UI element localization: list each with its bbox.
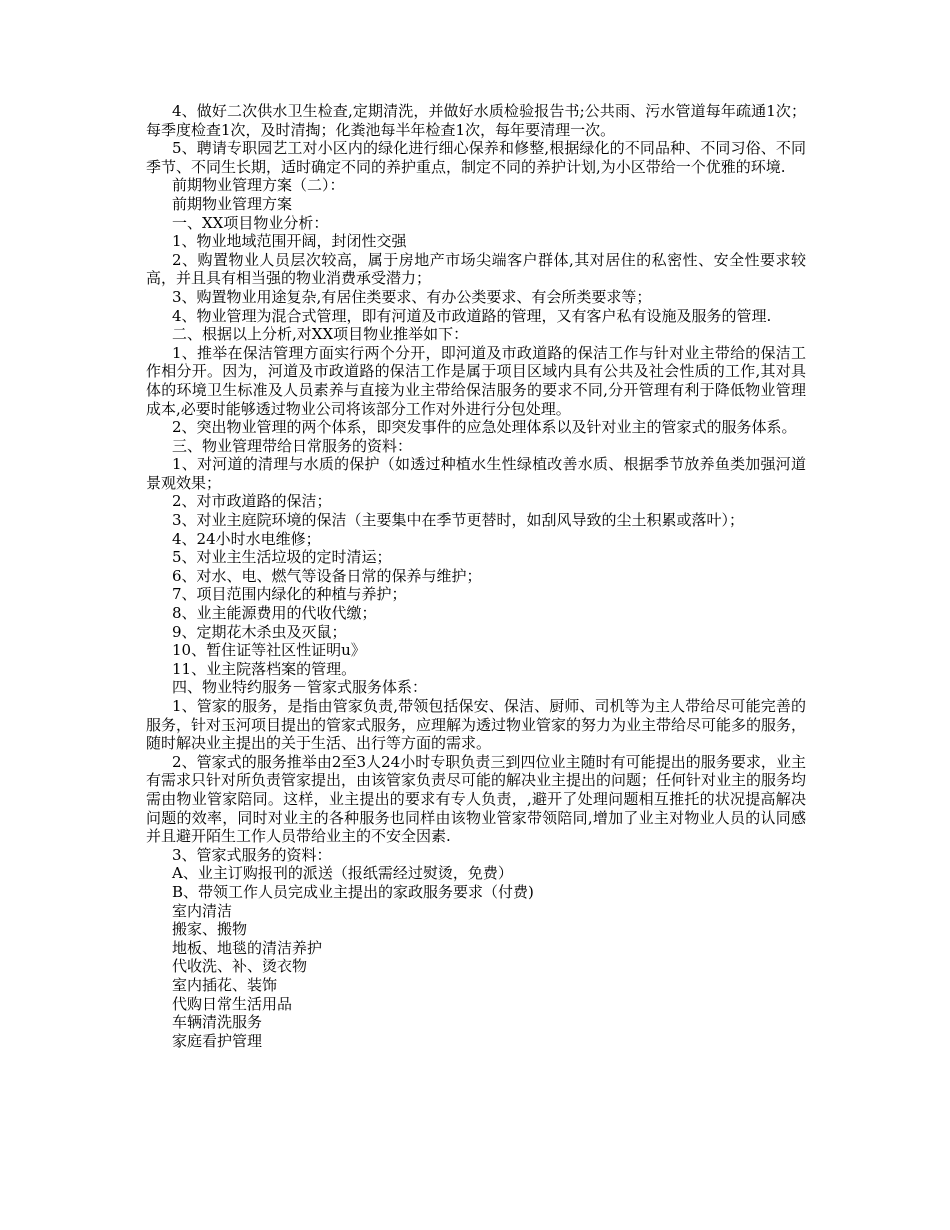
- list-item: 代收洗、补、烫衣物: [172, 957, 308, 976]
- list-item: 室内清洁: [172, 901, 233, 920]
- paragraph: 1、物业地域范围开阔，封闭性交强: [172, 232, 407, 251]
- paragraph: 2、购置物业人员层次较高，属于房地产市场尖端客户群体,其对居住的私密性、安全性要求较高，并且具有相当强的物业消费承受潜力；: [146, 250, 806, 288]
- list-item: 地板、地毯的清洁养护: [172, 938, 323, 957]
- paragraph: 2、突出物业管理的两个体系，即突发事件的应急处理体系以及针对业主的管家式的服务体系。: [172, 418, 797, 437]
- section-heading: 前期物业管理方案（二）：: [172, 176, 345, 195]
- paragraph: 4、24小时水电维修；: [172, 529, 321, 548]
- paragraph: 5、聘请专职园艺工对小区内的绿化进行细心保养和修整,根据绿化的不同品种、不同习俗、不同季节、不同生长期，适时确定不同的养护重点，制定不同的养护计划,为小区带给一个优雅的环境.: [146, 139, 806, 176]
- paragraph: 3、管家式服务的资料：: [172, 845, 332, 864]
- paragraph: 3、购置物业用途复杂,有居住类要求、有办公类要求、有会所类要求等；: [172, 287, 652, 306]
- section-heading: 前期物业管理方案: [172, 194, 293, 213]
- list-item: 搬家、搬物: [172, 920, 248, 939]
- list-item: 室内插花、装饰: [172, 975, 278, 994]
- paragraph: 8、业主能源费用的代收代缴；: [172, 604, 377, 623]
- paragraph: 2、对市政道路的保洁；: [172, 492, 332, 511]
- list-item: 家庭看护管理: [172, 1031, 263, 1050]
- paragraph: 1、推举在保洁管理方面实行两个分开，即河道及市政道路的保洁工作与针对业主带给的保洁工作相分开。因为，河道及市政道路的保洁工作是属于项目区域内具有公共及社会性质的工作,其对具体的环境卫生标准及人员素养与直接为业主带给保洁服务的要求不同,分开管理有利于降低物业管理成本,必要时能够透过物业公司将该部分工作对外进行分包处理。: [146, 343, 806, 418]
- paragraph: 11、业主院落档案的管理。: [172, 659, 357, 678]
- paragraph: 4、物业管理为混合式管理，即有河道及市政道路的管理，又有客户私有设施及服务的管理.: [172, 306, 772, 325]
- document-body: [146, 102, 806, 1050]
- paragraph: 1、管家的服务，是指由管家负责,带领包括保安、保洁、厨师、司机等为主人带给尽可能完善的服务，针对玉河项目提出的管家式服务，应理解为透过物业管家的努力为业主带给尽可能多的服务，随时解决业主提出的关于生活、出行等方面的需求。: [146, 697, 807, 753]
- paragraph: 2、管家式的服务推举由2至3人24小时专职负责三到四位业主随时有可能提出的服务要求，业主有需求只针对所负责管家提出，由该管家负责尽可能的解决业主提出的问题；任何针对业主的服务均需由物业管家陪同。这样，业主提出的要求有专人负责，,避开了处理问题相互推托的状况提高解决问题的效率，同时对业主的各种服务也同样由该物业管家带领陪同,增加了业主对物业人员的认同感并且避开陌生工作人员带给业主的不安全因素.: [146, 752, 807, 846]
- section-heading: 四、物业特约服务－管家式服务体系：: [172, 678, 428, 697]
- paragraph: 4、做好二次供水卫生检查,定期清洗，并做好水质检验报告书;公共雨、污水管道每年疏通1次；每季度检查1次，及时清掏；化粪池每半年检查1次，每年要清理一次。: [146, 102, 806, 139]
- list-item: 代购日常生活用品: [172, 994, 293, 1013]
- paragraph: 10、暂住证等社区性证明u》: [172, 641, 366, 660]
- paragraph: 5、对业主生活垃圾的定时清运；: [172, 548, 392, 567]
- paragraph: 3、对业主庭院环境的保洁（主要集中在季节更替时，如刮风导致的尘土积累或落叶）；: [172, 511, 745, 530]
- paragraph: 6、对水、电、燃气等设备日常的保养与维护；: [172, 566, 482, 585]
- section-heading: 二、根据以上分析,对XX项目物业推举如下：: [172, 325, 469, 344]
- paragraph: B、带领工作人员完成业主提出的家政服务要求（付费): [172, 882, 534, 901]
- list-item: 车辆清洗服务: [172, 1013, 263, 1032]
- section-heading: 三、物业管理带给日常服务的资料：: [172, 436, 413, 455]
- paragraph: 7、项目范围内绿化的种植与养护；: [172, 585, 407, 604]
- section-heading: 一、XX项目物业分析：: [172, 213, 329, 232]
- paragraph: 9、定期花木杀虫及灭鼠；: [172, 622, 347, 641]
- paragraph: 1、对河道的清理与水质的保护（如透过种植水生性绿植改善水质、根据季节放养鱼类加强河道景观效果；: [146, 455, 806, 492]
- paragraph: A、业主订购报刊的派送（报纸需经过熨烫，免费）: [172, 864, 513, 883]
